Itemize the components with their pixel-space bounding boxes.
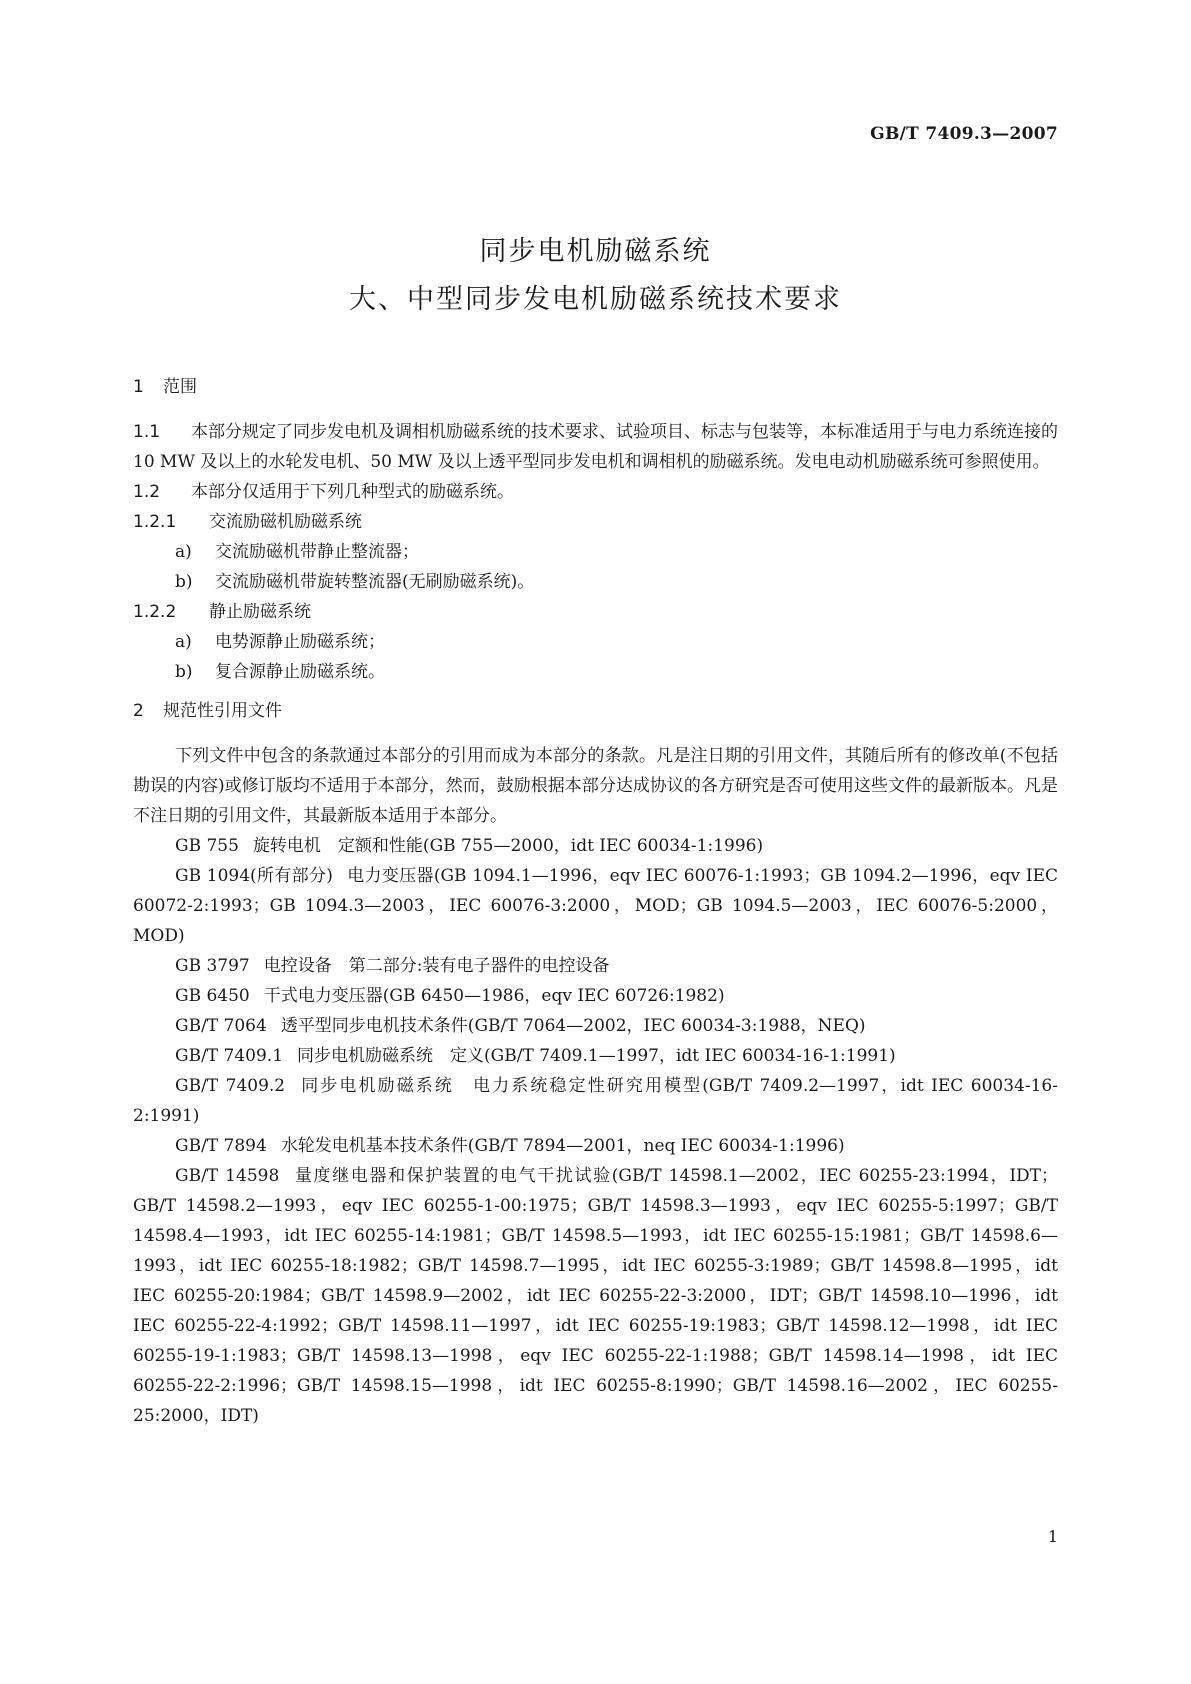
- reference-code: GB/T 7409.2: [175, 1076, 286, 1096]
- reference-item: [133, 1131, 1058, 1161]
- section-1-title: 范围: [163, 377, 197, 397]
- title-line-2: 大、中型同步发电机励磁系统技术要求: [349, 284, 842, 315]
- reference-item: [133, 1011, 1058, 1041]
- reference-code: GB/T 7894: [175, 1136, 267, 1156]
- reference-item: [133, 1041, 1058, 1071]
- clause-1-1-text: 本部分规定了同步发电机及调相机励磁系统的技术要求、试验项目、标志与包装等，本标准适用于与电力系统连接的 10 MW 及以上的水轮发电机、50 MW 及以上透平型同步发电机和调相机的励磁系统。发电电动机励磁系统可参照使用。: [133, 422, 1058, 472]
- section-1-heading: [133, 373, 1058, 401]
- page-number: 1: [1047, 1527, 1058, 1546]
- reference-text: 水轮发电机基本技术条件(GB/T 7894—2001，neq IEC 60034-1:1996): [280, 1136, 845, 1156]
- reference-item: [133, 861, 1058, 951]
- reference-code: GB 755: [175, 836, 239, 856]
- list-item-text: 交流励磁机带静止整流器；: [215, 542, 419, 562]
- section-2-heading: [133, 697, 1058, 725]
- section-2-intro: 下列文件中包含的条款通过本部分的引用而成为本部分的条款。凡是注日期的引用文件，其随后所有的修改单(不包括勘误的内容)或修订版均不适用于本部分，然而，鼓励根据本部分达成协议的各方研究是否可使用这些文件的最新版本。凡是不注日期的引用文件，其最新版本适用于本部分。: [133, 746, 1058, 826]
- reference-text: 透平型同步电机技术条件(GB/T 7064—2002，IEC 60034-3:1988，NEQ): [280, 1016, 866, 1036]
- list-item: [133, 657, 1058, 687]
- document-body: [133, 373, 1058, 1431]
- reference-text: 干式电力变压器(GB 6450—1986，eqv IEC 60726:1982): [263, 986, 725, 1006]
- list-item-mark: a): [175, 542, 192, 562]
- list-item-mark: b): [175, 572, 193, 592]
- list-item-text: 电势源静止励磁系统；: [215, 632, 385, 652]
- list-item-mark: b): [175, 662, 193, 682]
- reference-code: GB 1094(所有部分): [175, 866, 333, 886]
- reference-text: 同步电机励磁系统 定义(GB/T 7409.1—1997，idt IEC 60034-16-1:1991): [297, 1046, 896, 1066]
- reference-item: [133, 831, 1058, 861]
- title-line-1: 同步电机励磁系统: [479, 236, 712, 267]
- list-item: [133, 627, 1058, 657]
- clause-1-1: [133, 417, 1058, 477]
- reference-code: GB 6450: [175, 986, 250, 1006]
- reference-text: 量度继电器和保护装置的电气干扰试验(GB/T 14598.1—2002，IEC 60255-23:1994，IDT；GB/T 14598.2—1993，eqv IEC 60255-1-00:1975；GB/T 14598.3—1993，eqv IEC 60255-5:1997；GB/T 14598.4—1993，idt IEC 60255-14:1981；GB/T 14598.5—1993，idt IEC 60255-15:1981；GB/T 14598.6—1993，idt IEC 60255-18:1982；GB/T 14598.7—1995，idt IEC 60255-3:1989；GB/T 14598.8—1995，idt IEC 60255-20:1984；GB/T 14598.9—2002，idt IEC 60255-22-3:2000，IDT；GB/T 14598.10—1996，idt IEC 60255-22-4:1992；GB/T 14598.11—1997，idt IEC 60255-19:1983；GB/T 14598.12—1998，idt IEC 60255-19-1:1983；GB/T 14598.13—1998，eqv IEC 60255-22-1:1988；GB/T 14598.14—1998，idt IEC 60255-22-2:1996；GB/T 14598.15—1998，idt IEC 60255-8:1990；GB/T 14598.16—2002，IEC 60255-25:2000，IDT): [133, 1166, 1058, 1426]
- clause-1-1-number: 1.1: [133, 422, 161, 442]
- section-2-number: 2: [133, 701, 144, 721]
- clause-1-2: [133, 477, 1058, 507]
- clause-1-2-2-text: 静止励磁系统: [209, 602, 311, 622]
- reference-item: [133, 951, 1058, 981]
- list-item: [133, 537, 1058, 567]
- list-item: [133, 567, 1058, 597]
- list-item-text: 交流励磁机带旋转整流器(无刷励磁系统)。: [215, 572, 535, 592]
- standard-code: GB/T 7409.3—2007: [870, 124, 1058, 144]
- reference-code: GB/T 14598: [175, 1166, 280, 1186]
- reference-item: [133, 1071, 1058, 1131]
- reference-text: 旋转电机 定额和性能(GB 755—2000，idt IEC 60034-1:1996): [252, 836, 764, 856]
- clause-1-2-text: 本部分仅适用于下列几种型式的励磁系统。: [191, 482, 514, 502]
- reference-code: GB/T 7409.1: [175, 1046, 284, 1066]
- clause-1-2-1-text: 交流励磁机励磁系统: [209, 512, 362, 532]
- reference-code: GB 3797: [175, 956, 250, 976]
- reference-text: 电控设备 第二部分:装有电子器件的电控设备: [263, 956, 610, 976]
- reference-text: 电力变压器(GB 1094.1—1996，eqv IEC 60076-1:1993；GB 1094.2—1996，eqv IEC 60072-2:1993；GB 1094.3—2003，IEC 60076-3:2000，MOD；GB 1094.5—2003，IEC 60076-5:2000，MOD): [133, 866, 1058, 946]
- clause-1-2-number: 1.2: [133, 482, 161, 502]
- reference-item: [133, 981, 1058, 1011]
- reference-code: GB/T 7064: [175, 1016, 267, 1036]
- reference-item: [133, 1161, 1058, 1431]
- clause-1-2-2: [133, 597, 1058, 627]
- section-2-title: 规范性引用文件: [163, 701, 282, 721]
- clause-1-2-1: [133, 507, 1058, 537]
- clause-1-2-1-number: 1.2.1: [133, 512, 177, 532]
- list-item-mark: a): [175, 632, 192, 652]
- list-item-text: 复合源静止励磁系统。: [215, 662, 385, 682]
- document-title: [0, 228, 1191, 324]
- clause-1-2-2-number: 1.2.2: [133, 602, 177, 622]
- reference-text: 同步电机励磁系统 电力系统稳定性研究用模型(GB/T 7409.2—1997，idt IEC 60034-16-2:1991): [133, 1076, 1058, 1126]
- section-1-number: 1: [133, 377, 144, 397]
